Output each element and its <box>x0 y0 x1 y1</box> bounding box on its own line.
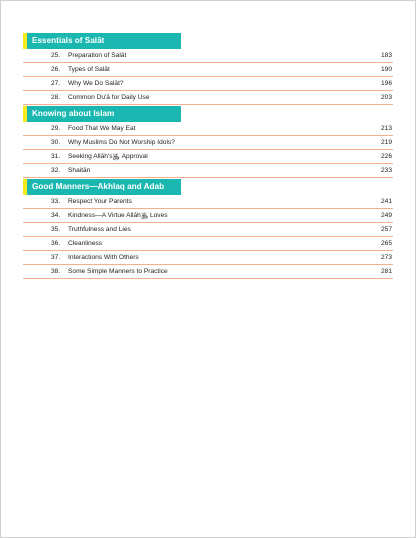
entry-number: 35. <box>51 226 61 233</box>
entry-title: Preparation of Salāt <box>68 52 127 59</box>
toc-entry[interactable] <box>23 195 393 209</box>
toc-entry[interactable] <box>23 251 393 265</box>
entry-title: Why We Do Salāt? <box>68 80 124 87</box>
entry-number: 31. <box>51 153 61 160</box>
entry-page: 233 <box>380 167 392 174</box>
entry-page: 196 <box>380 80 392 87</box>
entry-title: Respect Your Parents <box>68 198 132 205</box>
entry-number: 29. <box>51 125 61 132</box>
section-header <box>23 33 393 49</box>
entry-number: 33. <box>51 198 61 205</box>
entry-page: 241 <box>380 198 392 205</box>
toc-entry[interactable] <box>23 91 393 105</box>
toc-section-essentials <box>23 33 393 105</box>
toc-section-good-manners <box>23 179 393 279</box>
toc-entry[interactable] <box>23 122 393 136</box>
entry-number: 28. <box>51 94 61 101</box>
toc-entry[interactable] <box>23 164 393 178</box>
toc-entry[interactable] <box>23 77 393 91</box>
entry-number: 34. <box>51 212 61 219</box>
entry-page: 273 <box>380 254 392 261</box>
toc-entry[interactable] <box>23 265 393 279</box>
section-header <box>23 106 393 122</box>
entry-number: 37. <box>51 254 61 261</box>
entry-title: Cleanliness <box>68 240 103 247</box>
entry-number: 38. <box>51 268 61 275</box>
entry-number: 30. <box>51 139 61 146</box>
entry-title: Types of Salāt <box>68 66 110 73</box>
toc-entry[interactable] <box>23 150 393 164</box>
entry-page: 190 <box>380 66 392 73</box>
entry-page: 281 <box>380 268 392 275</box>
entry-number: 25. <box>51 52 61 59</box>
entry-page: 203 <box>380 94 392 101</box>
entry-page: 226 <box>380 153 392 160</box>
toc-entry[interactable] <box>23 49 393 63</box>
toc-entries <box>23 122 393 178</box>
toc-entry[interactable] <box>23 237 393 251</box>
entry-number: 27. <box>51 80 61 87</box>
entry-title: Some Simple Manners to Practice <box>68 268 168 275</box>
toc-entry[interactable] <box>23 136 393 150</box>
toc-entry[interactable] <box>23 223 393 237</box>
entry-page: 183 <box>380 52 392 59</box>
entry-page: 265 <box>380 240 392 247</box>
entry-title: Food That We May Eat <box>68 125 136 132</box>
section-header <box>23 179 393 195</box>
section-title: Good Manners—Akhlaq and Adab <box>27 179 181 195</box>
section-title: Knowing about Islam <box>27 106 181 122</box>
entry-page: 219 <box>380 139 392 146</box>
entry-page: 257 <box>380 226 392 233</box>
section-title: Essentials of Salāt <box>27 33 181 49</box>
entry-number: 26. <box>51 66 61 73</box>
toc-entries <box>23 49 393 105</box>
entry-title: Common Du'ā for Daily Use <box>68 94 150 101</box>
entry-title: Interactions With Others <box>68 254 139 261</box>
entry-title: Truthfulness and Lies <box>68 226 131 233</box>
toc-entries <box>23 195 393 279</box>
entry-title: Seeking Allāh's﷿ Approval <box>68 153 148 160</box>
toc-entry[interactable] <box>23 63 393 77</box>
entry-number: 36. <box>51 240 61 247</box>
entry-number: 32. <box>51 167 61 174</box>
toc-section-knowing-islam <box>23 106 393 178</box>
entry-page: 213 <box>380 125 392 132</box>
entry-title: Kindness—A Virtue Allāh﷿ Loves <box>68 212 168 219</box>
entry-page: 249 <box>380 212 392 219</box>
entry-title: Shaitān <box>68 167 91 174</box>
toc-entry[interactable] <box>23 209 393 223</box>
entry-title: Why Muslims Do Not Worship Idols? <box>68 139 175 146</box>
